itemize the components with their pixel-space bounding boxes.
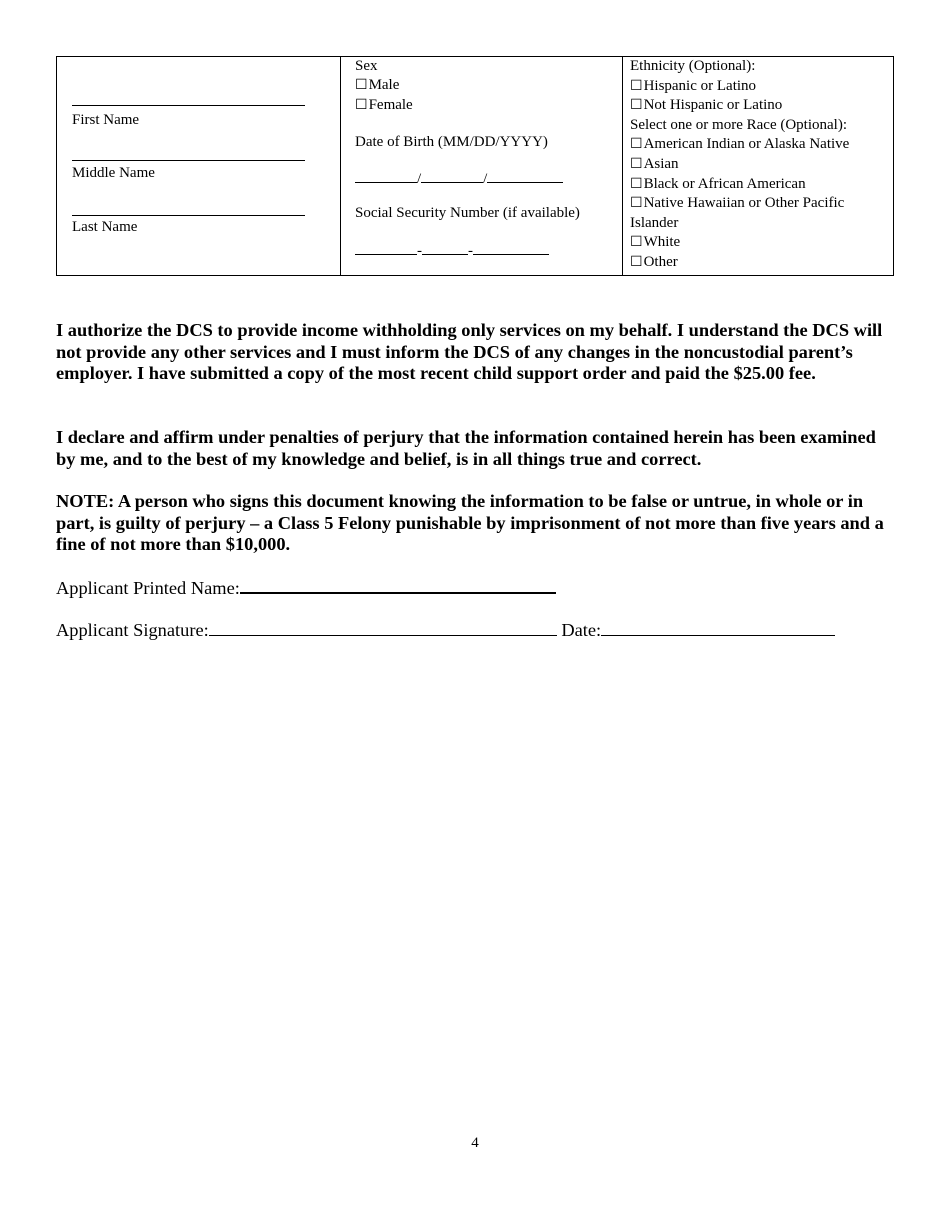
race-option-other[interactable]: ☐Other: [630, 253, 678, 270]
ssn-label: Social Security Number (if available): [355, 205, 580, 221]
sex-option-male[interactable]: ☐Male: [355, 77, 400, 93]
printed-name-field[interactable]: [240, 576, 556, 594]
signature-label: Applicant Signature:: [56, 620, 209, 640]
checkbox-icon: ☐: [355, 77, 368, 93]
date-field[interactable]: [601, 619, 835, 636]
checkbox-icon: ☐: [630, 195, 643, 212]
checkbox-icon: ☐: [630, 77, 643, 94]
ethnicity-race-cell: [623, 57, 894, 276]
dob-field[interactable]: / /: [355, 168, 563, 190]
ethnicity-option-hispanic[interactable]: ☐Hispanic or Latino: [630, 77, 757, 94]
first-name-field[interactable]: [72, 105, 305, 106]
checkbox-icon: ☐: [630, 155, 643, 172]
ethnicity-option-not-hispanic[interactable]: ☐Not Hispanic or Latino: [630, 97, 783, 114]
perjury-declaration: I declare and affirm under penalties of perjury that the information contained herein has been examined by me, and to the best of my knowledge and belief, is in all things true and correct.: [56, 427, 876, 469]
sex-option-female[interactable]: ☐Female: [355, 97, 413, 113]
last-name-field[interactable]: [72, 215, 305, 216]
race-option-white[interactable]: ☐White: [630, 234, 681, 251]
checkbox-icon: ☐: [630, 97, 643, 114]
race-option-asian[interactable]: ☐Asian: [630, 155, 679, 172]
date-label: Date:: [561, 620, 602, 640]
middle-name-field[interactable]: [72, 160, 305, 161]
race-option-pacific-islander[interactable]: ☐Native Hawaiian or Other Pacific: [630, 195, 845, 212]
ethnicity-label: Ethnicity (Optional):: [630, 58, 756, 74]
printed-name-row: [56, 576, 556, 599]
perjury-note: NOTE: A person who signs this document knowing the information to be false or untrue, in whole or in part, is guilty of perjury – a Class 5 Felony punishable by imprisonment of not more than five years and a fine of not more than $10,000.: [56, 491, 884, 554]
signature-field[interactable]: [209, 619, 557, 636]
page-number: 4: [471, 1135, 479, 1151]
last-name-label: Last Name: [72, 219, 138, 235]
printed-name-label: Applicant Printed Name:: [56, 578, 240, 598]
checkbox-icon: ☐: [630, 253, 643, 270]
dob-label: Date of Birth (MM/DD/YYYY): [355, 134, 548, 150]
race-option-pacific-islander-cont: Islander: [630, 214, 679, 231]
first-name-label: First Name: [72, 112, 140, 128]
middle-name-label: Middle Name: [72, 165, 155, 181]
race-option-american-indian[interactable]: ☐American Indian or Alaska Native: [630, 136, 850, 153]
checkbox-icon: ☐: [355, 97, 368, 113]
demographics-cell: [341, 57, 623, 276]
race-label: Select one or more Race (Optional):: [630, 116, 848, 133]
checkbox-icon: ☐: [630, 234, 643, 251]
sex-label: Sex: [355, 58, 378, 74]
race-option-black[interactable]: ☐Black or African American: [630, 175, 806, 192]
applicant-info-table: [56, 56, 894, 276]
ssn-field[interactable]: - -: [355, 240, 549, 262]
name-cell: [57, 57, 341, 276]
checkbox-icon: ☐: [630, 175, 643, 192]
signature-row: [56, 619, 835, 641]
authorization-statement: I authorize the DCS to provide income withholding only services on my behalf. I understand the DCS will not provide any other services and I must inform the DCS of any changes in the noncustodial parent’s employer. I have submitted a copy of the most recent child support order and paid the $25.00 fee.: [56, 320, 883, 383]
checkbox-icon: ☐: [630, 136, 643, 153]
